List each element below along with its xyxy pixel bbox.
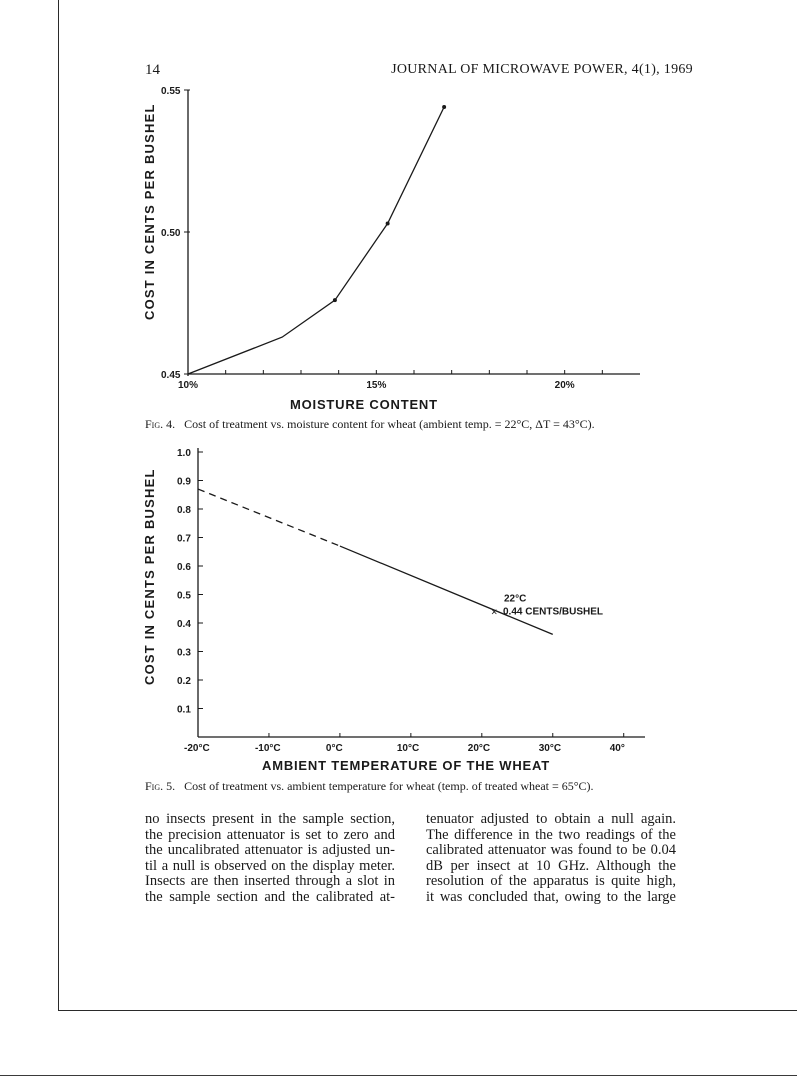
figure-5-caption [145, 779, 665, 794]
body-line: tenuator adjusted to obtain a null again. [426, 811, 676, 827]
fig5-x-tick-label: 40° [609, 743, 625, 754]
fig5-annotation-cost: 0.44 CENTS/BUSHEL [503, 606, 604, 618]
fig5-dashed-line [198, 489, 340, 546]
fig4-data-point [333, 298, 337, 302]
fig5-y-tick-label: 0.1 [177, 704, 191, 716]
body-line: dB per insect at 10 GHz. Although the [426, 857, 676, 874]
fig4-y-tick-label: 0.50 [161, 228, 181, 239]
fig5-y-tick-label: 0.5 [177, 590, 191, 602]
fig5-caption-label: Fig. 5. [145, 779, 176, 793]
fig5-annotation-temp: 22°C [504, 593, 527, 605]
fig4-caption-label: Fig. 4. [145, 417, 176, 431]
body-column-left [145, 812, 395, 905]
fig5-y-tick-label: 0.3 [177, 647, 191, 659]
fig5-plot-area [177, 448, 645, 754]
figure-4-caption [145, 417, 665, 432]
fig4-plot-area [161, 86, 640, 391]
body-line: resolution of the apparatus is quite high, [426, 873, 676, 889]
body-line: calibrated attenuator was found to be 0.04 [426, 842, 676, 858]
fig5-x-tick-label: -20°C [184, 743, 210, 754]
figure-5-chart [0, 440, 797, 780]
fig4-y-tick-label: 0.55 [161, 86, 181, 97]
fig5-y-tick-label: 0.6 [177, 562, 191, 573]
body-line: the precision attenuator is set to zero and [145, 826, 395, 843]
fig5-solid-line [340, 546, 553, 634]
fig5-x-axis-label: AMBIENT TEMPERATURE OF THE WHEAT [262, 758, 550, 773]
fig5-y-tick-label: 1.0 [177, 448, 191, 459]
figure-4-chart [0, 0, 797, 440]
fig4-x-tick-label: 20% [554, 380, 575, 391]
fig5-x-tick-label: 0°C [325, 743, 343, 754]
page-number: 14 [145, 62, 160, 78]
fig4-data-point [442, 105, 446, 109]
fig5-y-tick-label: 0.9 [177, 476, 191, 488]
body-line: the uncalibrated attenuator is adjusted un- [145, 842, 395, 858]
fig4-x-axis-label: MOISTURE CONTENT [290, 397, 438, 412]
fig5-y-tick-label: 0.7 [177, 533, 191, 545]
body-line: The difference in the two readings of the [426, 826, 676, 843]
fig4-data-line [188, 107, 444, 374]
fig5-y-axis-label: COST IN CENTS PER BUSHEL [142, 468, 157, 685]
fig5-x-tick-label: 20°C [467, 743, 491, 754]
body-line: no insects present in the sample section, [145, 811, 395, 827]
fig4-x-tick-label: 15% [366, 380, 387, 391]
fig4-y-tick-label: 0.45 [161, 370, 181, 381]
fig5-y-tick-label: 0.8 [177, 505, 191, 516]
journal-title: JOURNAL OF MICROWAVE POWER, 4(1), 1969 [391, 62, 693, 77]
fig5-point-marker: × [491, 606, 498, 619]
fig5-x-tick-label: 30°C [538, 743, 562, 754]
body-line: Insects are then inserted through a slot in [145, 873, 395, 889]
fig4-x-tick-label: 10% [178, 380, 199, 391]
body-column-right [426, 812, 676, 905]
fig4-data-point [386, 221, 390, 225]
fig5-y-tick-label: 0.4 [177, 619, 191, 630]
body-line: til a null is observed on the display meter. [145, 857, 395, 874]
fig4-y-axis-label: COST IN CENTS PER BUSHEL [142, 103, 157, 320]
fig5-caption-text: Cost of treatment vs. ambient temperature for wheat (temp. of treated wheat = 65°C). [184, 779, 594, 793]
fig4-caption-text: Cost of treatment vs. moisture content for wheat (ambient temp. = 22°C, ΔT = 43°C). [184, 417, 595, 431]
fig5-x-tick-label: -10°C [254, 743, 281, 754]
body-line: the sample section and the calibrated at- [145, 888, 395, 905]
body-line: it was concluded that, owing to the large [426, 888, 676, 905]
scan-edge-line [0, 1075, 797, 1076]
fig5-y-tick-label: 0.2 [177, 676, 191, 687]
fig5-x-tick-label: 10°C [396, 743, 420, 754]
